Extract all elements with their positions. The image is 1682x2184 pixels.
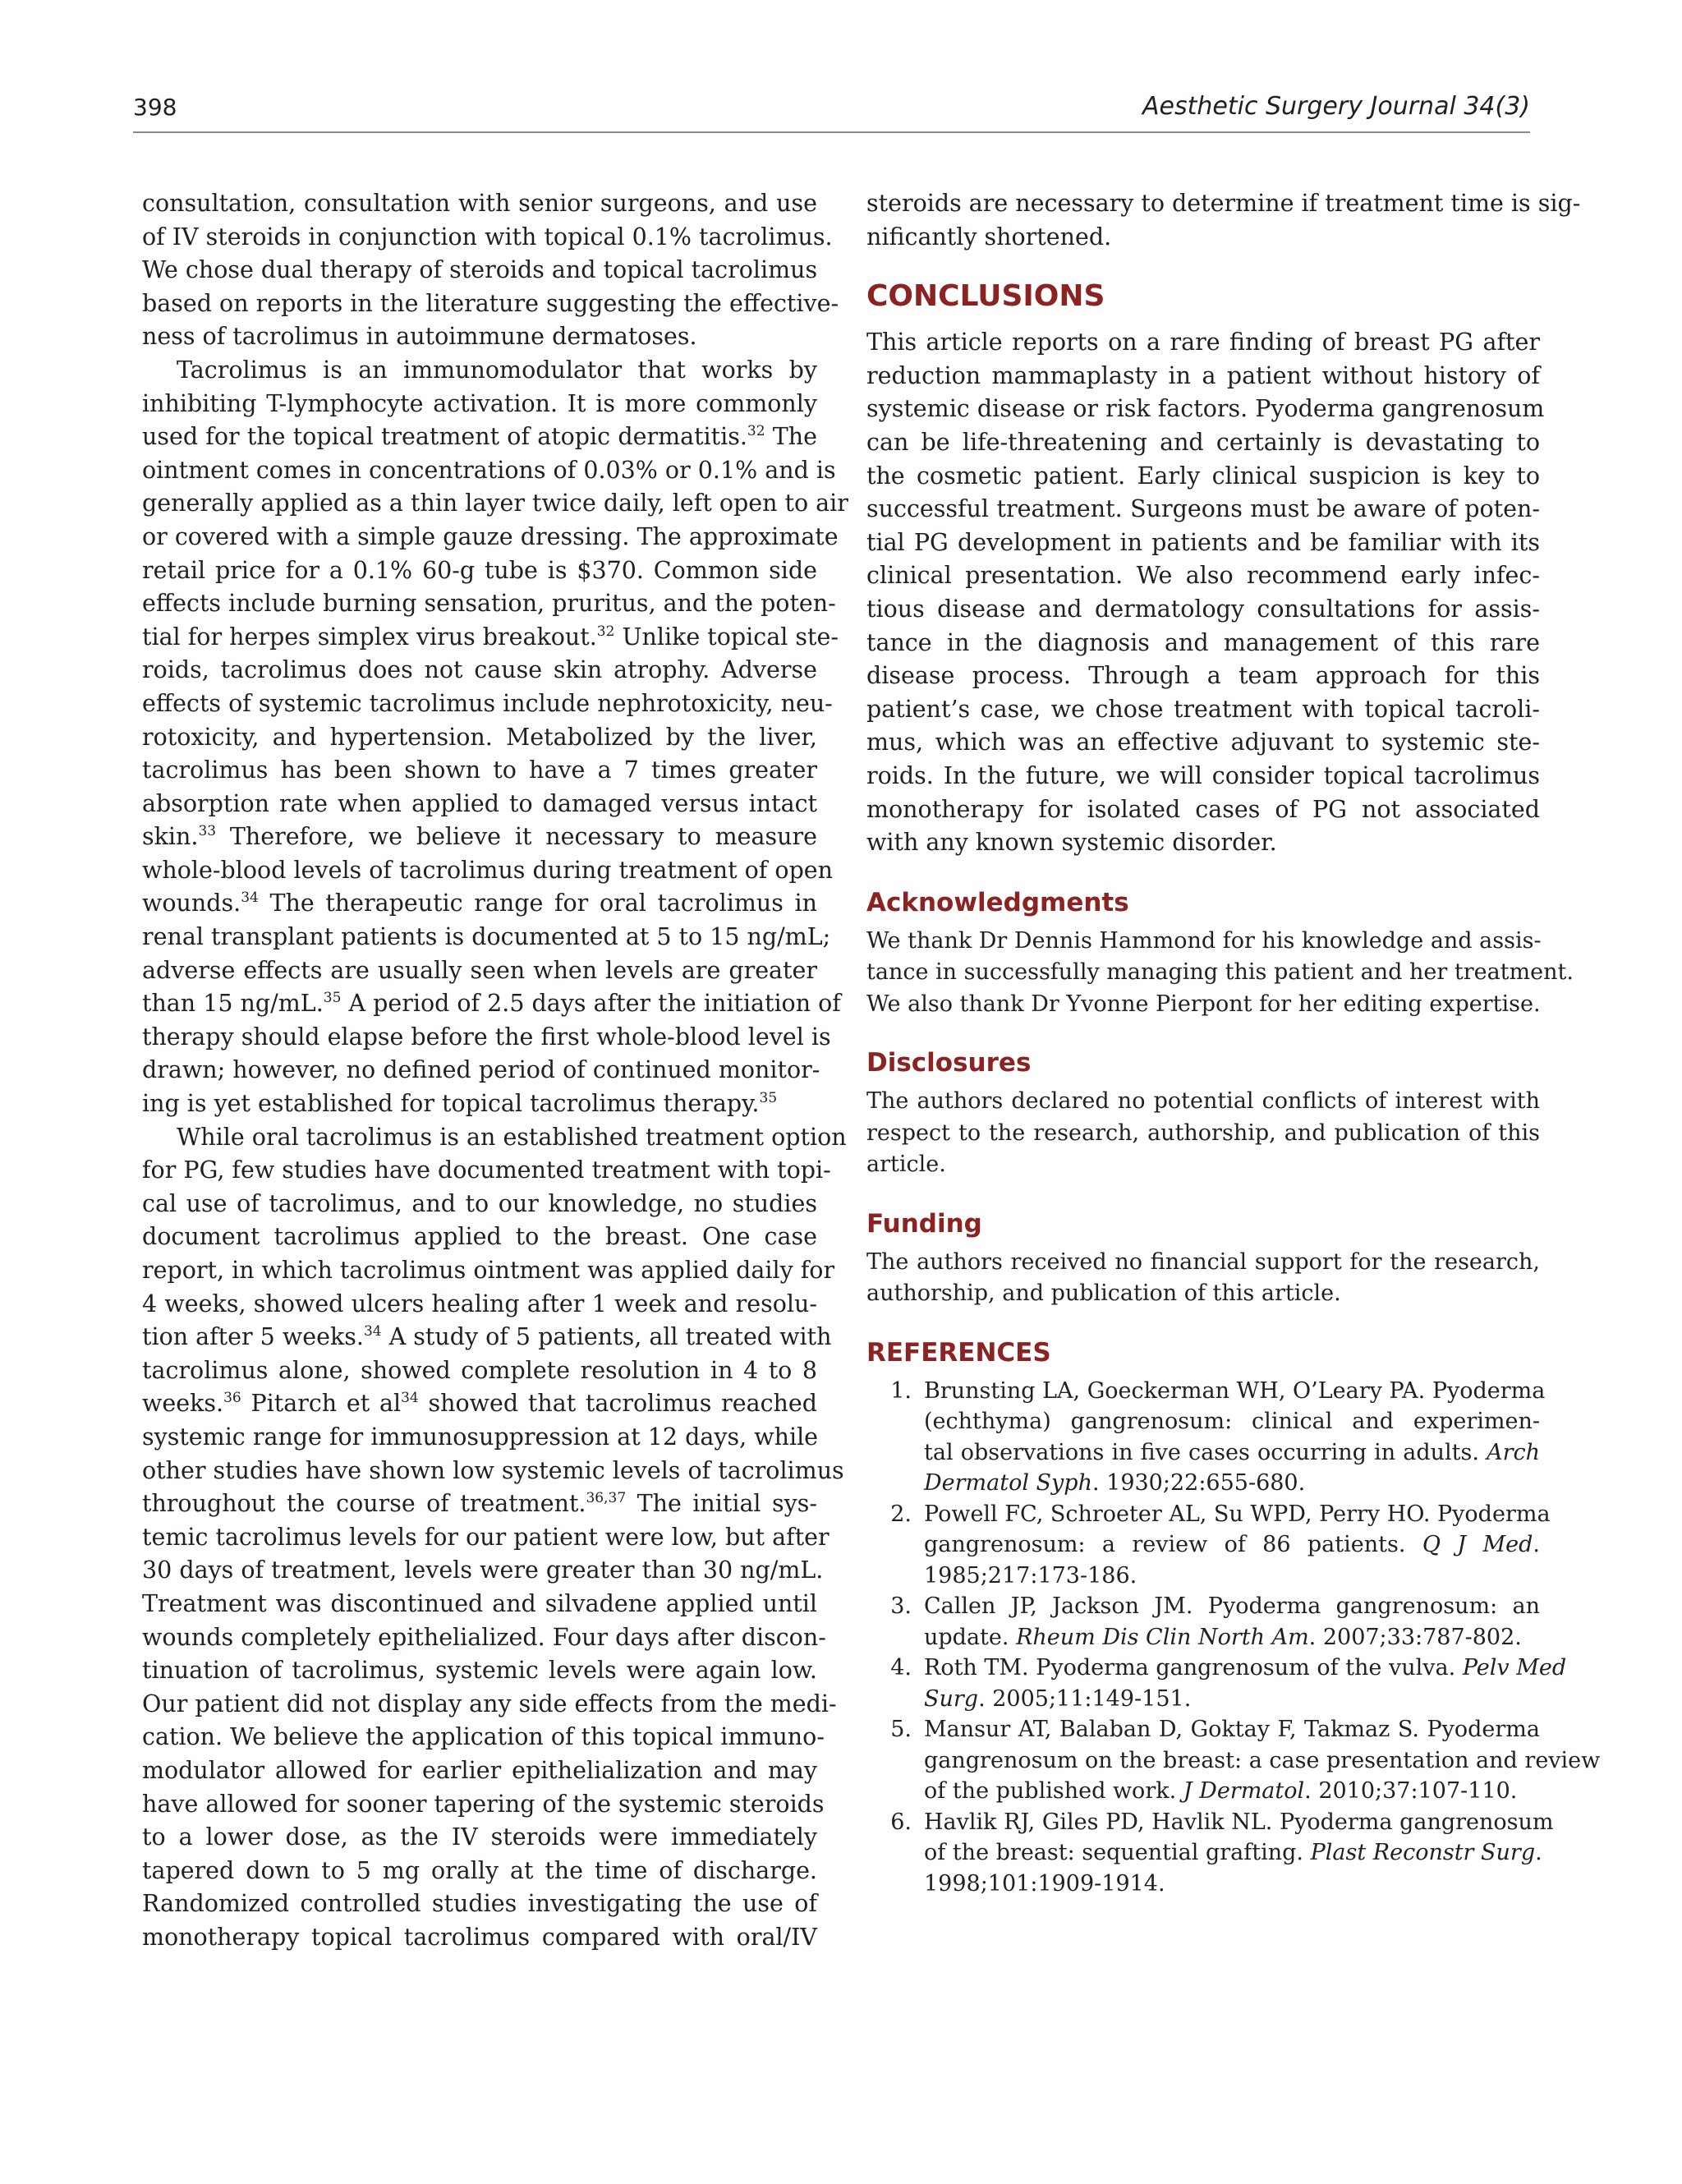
- text-line: or covered with a simple gauze dressing. The approximate: [142, 522, 839, 550]
- text-line: gangrenosum on the breast: a case presentation and review: [924, 1747, 1601, 1773]
- text-line: article.: [866, 1152, 946, 1178]
- text-line: Dermatol Syph. 1930;22:655-680.: [924, 1470, 1306, 1497]
- text-line: have allowed for sooner tapering of the systemic steroids: [142, 1790, 825, 1818]
- text-line: mus, which was an effective adjuvant to systemic ste-: [866, 729, 1540, 756]
- text-line: modulator allowed for earlier epithelialization and may: [142, 1756, 817, 1784]
- text-line: tance in the diagnosis and management of this rare: [866, 628, 1540, 656]
- text-line: Roth TM. Pyoderma gangrenosum of the vulva. Pelv Med: [924, 1655, 1567, 1681]
- text-line: tion after 5 weeks.$^{34}$ A study of 5 patients, all treated with: [142, 1323, 832, 1351]
- text-line: report, in which tacrolimus ointment was applied daily for: [142, 1257, 835, 1284]
- body-paragraph: [142, 187, 839, 354]
- text-line: Havlik RJ, Giles PD, Havlik NL. Pyoderma gangrenosum: [924, 1809, 1554, 1835]
- references-heading: REFERENCES: [866, 1337, 1051, 1368]
- citation: 33: [198, 823, 217, 840]
- text-line: retail price for a 0.1% 60-g tube is $370. Common side: [142, 556, 817, 584]
- body-paragraph: [866, 187, 1581, 254]
- text-line: Treatment was discontinued and silvadene applied until: [142, 1589, 817, 1617]
- text-line: successful treatment. Surgeons must be aware of poten-: [866, 495, 1540, 523]
- citation: 36: [223, 1390, 241, 1407]
- conclusions-heading: CONCLUSIONS: [866, 279, 1105, 314]
- citation: 32: [596, 623, 615, 640]
- text-line: tious disease and dermatology consultations for assis-: [866, 595, 1540, 623]
- reference-number: 2.: [890, 1501, 912, 1527]
- reference-item: [866, 1376, 1546, 1499]
- text-line: document tacrolimus applied to the breast. One case: [142, 1223, 817, 1251]
- text-line: consultation, consultation with senior surgeons, and use: [142, 190, 817, 217]
- page-number: 398: [133, 94, 177, 121]
- text-line: reduction mammaplasty in a patient without history of: [866, 361, 1540, 389]
- reference-number: 1.: [890, 1377, 912, 1404]
- citation: 34: [241, 890, 259, 907]
- reference-item: [866, 1807, 1554, 1900]
- reference-item: [866, 1714, 1601, 1807]
- disclosures-paragraph: [866, 1086, 1540, 1181]
- text-line: 4 weeks, showed ulcers healing after 1 week and resolu-: [142, 1290, 817, 1317]
- text-line: rotoxicity, and hypertension. Metabolized by the liver,: [142, 723, 817, 751]
- text-line: update. Rheum Dis Clin North Am. 2007;33:787-802.: [924, 1624, 1522, 1650]
- text-line: the cosmetic patient. Early clinical suspicion is key to: [866, 462, 1540, 490]
- text-line: of IV steroids in conjunction with topical 0.1% tacrolimus.: [142, 223, 833, 251]
- reference-item: [866, 1499, 1551, 1592]
- text-line: tapered down to 5 mg orally at the time of discharge.: [142, 1856, 817, 1884]
- text-line: throughout the course of treatment.$^{36,37}$ The initial sys-: [142, 1490, 817, 1518]
- text-line: 30 days of treatment, levels were greater than 30 ng/mL.: [142, 1556, 824, 1584]
- text-line: (echthyma) gangrenosum: clinical and experimen-: [924, 1409, 1540, 1435]
- funding-paragraph: [866, 1247, 1540, 1310]
- text-line: ointment comes in concentrations of 0.03% or 0.1% and is: [142, 456, 836, 484]
- text-line: steroids are necessary to determine if treatment time is sig-: [866, 190, 1581, 217]
- text-line: Callen JP, Jackson JM. Pyoderma gangrenosum: an: [924, 1593, 1540, 1620]
- text-line: tacrolimus has been shown to have a 7 times greater: [142, 756, 817, 784]
- text-line: wounds completely epithelialized. Four days after discon-: [142, 1623, 826, 1651]
- text-line: absorption rate when applied to damaged versus intact: [142, 789, 817, 817]
- text-line: of the breast: sequential grafting. Plast Reconstr Surg.: [924, 1840, 1542, 1866]
- journal-running-head: Aesthetic Surgery Journal 34(3): [1142, 92, 1530, 121]
- text-line: Mansur AT, Balaban D, Goktay F, Takmaz S. Pyoderma: [924, 1717, 1540, 1743]
- text-line: whole-blood levels of tacrolimus during treatment of open: [142, 856, 834, 884]
- funding-heading: Funding: [866, 1208, 982, 1239]
- text-line: tacrolimus alone, showed complete resolution in 4 to 8: [142, 1356, 817, 1384]
- acknowledgments-heading: Acknowledgments: [866, 887, 1129, 917]
- text-line: cation. We believe the application of this topical immuno-: [142, 1723, 825, 1751]
- text-line: tial PG development in patients and be familiar with its: [866, 528, 1540, 556]
- text-line: skin.$^{33}$ Therefore, we believe it necessary to measure: [142, 823, 817, 851]
- text-line: We thank Dr Dennis Hammond for his knowledge and assis-: [866, 927, 1542, 954]
- body-paragraph: [142, 1121, 847, 1955]
- text-line: with any known systemic disorder.: [866, 829, 1277, 857]
- reference-list: [866, 1376, 1601, 1900]
- text-line: Brunsting LA, Goeckerman WH, O’Leary PA. Pyoderma: [924, 1377, 1546, 1404]
- text-line: Our patient did not display any side effects from the medi-: [142, 1690, 837, 1717]
- text-line: monotherapy for isolated cases of PG not associated: [866, 795, 1540, 823]
- text-line: effects of systemic tacrolimus include nephrotoxicity, neu-: [142, 689, 833, 717]
- text-line: clinical presentation. We also recommend early infec-: [866, 562, 1540, 590]
- text-line: We chose dual therapy of steroids and topical tacrolimus: [142, 256, 818, 284]
- text-line: We also thank Dr Yvonne Pierpont for her editing expertise.: [866, 991, 1541, 1017]
- reference-number: 4.: [890, 1655, 912, 1681]
- text-line: for PG, few studies have documented treatment with topi-: [142, 1156, 831, 1184]
- text-line: based on reports in the literature suggesting the effective-: [142, 289, 839, 317]
- text-line: Powell FC, Schroeter AL, Su WPD, Perry HO. Pyoderma: [924, 1501, 1551, 1527]
- text-line: systemic disease or risk factors. Pyoderma gangrenosum: [866, 395, 1545, 423]
- header-rule: [133, 131, 1530, 133]
- text-line: tance in successfully managing this patient and her treatment.: [866, 959, 1574, 986]
- text-line: inhibiting T-lymphocyte activation. It is more commonly: [142, 389, 817, 417]
- text-line: The authors received no financial support for the research,: [866, 1248, 1540, 1275]
- disclosures-heading: Disclosures: [866, 1048, 1032, 1078]
- text-line: nificantly shortened.: [866, 223, 1112, 251]
- citation: 34: [363, 1323, 382, 1340]
- text-line: than 15 ng/mL.$^{35}$ A period of 2.5 days after the initiation of: [142, 990, 841, 1018]
- reference-number: 5.: [890, 1717, 912, 1743]
- citation: 35: [323, 990, 342, 1007]
- citation: 35: [759, 1090, 778, 1107]
- reference-item: [866, 1653, 1567, 1714]
- text-line: respect to the research, authorship, and publication of this: [866, 1120, 1540, 1146]
- text-line: Tacrolimus is an immunomodulator that works by: [177, 356, 817, 384]
- text-line: cal use of tacrolimus, and to our knowledge, no studies: [142, 1189, 817, 1217]
- text-line: generally applied as a thin layer twice daily, left open to air: [142, 490, 848, 517]
- conclusions-paragraph: [866, 326, 1545, 860]
- text-line: used for the topical treatment of atopic dermatitis.$^{32}$ The: [142, 423, 817, 451]
- text-line: roids, tacrolimus does not cause skin atrophy. Adverse: [142, 656, 817, 684]
- text-line: systemic range for immunosuppression at 12 days, while: [142, 1423, 819, 1451]
- text-line: temic tacrolimus levels for our patient were low, but after: [142, 1523, 830, 1551]
- text-line: effects include burning sensation, pruritus, and the poten-: [142, 590, 836, 618]
- text-line: of the published work. J Dermatol. 2010;37:107-110.: [924, 1778, 1518, 1805]
- reference-item: [866, 1591, 1540, 1653]
- text-line: drawn; however, no defined period of continued monitor-: [142, 1056, 820, 1084]
- text-line: disease process. Through a team approach for this: [866, 662, 1540, 690]
- text-line: 1985;217:173-186.: [924, 1562, 1137, 1589]
- text-line: The authors declared no potential conflicts of interest with: [866, 1088, 1540, 1115]
- left-column: [142, 187, 848, 1954]
- text-line: weeks.$^{36}$ Pitarch et $al^{34}$ showed that tacrolimus reached: [142, 1390, 818, 1418]
- text-line: monotherapy topical tacrolimus compared with oral/IV: [142, 1923, 817, 1951]
- text-line: renal transplant patients is documented at 5 to 15 ng/mL;: [142, 923, 831, 951]
- text-line: gangrenosum: a review of 86 patients. Q J Med.: [924, 1532, 1540, 1558]
- text-line: While oral tacrolimus is an established treatment option: [177, 1123, 847, 1151]
- text-line: tal observations in five cases occurring in adults. Arch: [924, 1439, 1540, 1465]
- reference-number: 6.: [890, 1809, 912, 1835]
- text-line: tinuation of tacrolimus, systemic levels were again low.: [142, 1657, 817, 1685]
- text-line: tial for herpes simplex virus breakout.$^{32}$ Unlike topical ste-: [142, 623, 839, 651]
- citation: 32: [747, 423, 765, 440]
- text-line: other studies have shown low systemic levels of tacrolimus: [142, 1456, 844, 1484]
- text-line: Surg. 2005;11:149-151.: [924, 1685, 1192, 1712]
- text-line: to a lower dose, as the IV steroids were immediately: [142, 1823, 817, 1851]
- text-line: Randomized controlled studies investigating the use of: [142, 1890, 817, 1918]
- text-line: wounds.$^{34}$ The therapeutic range for oral tacrolimus in: [142, 890, 817, 917]
- right-column: [866, 187, 1601, 1899]
- text-line: authorship, and publication of this article.: [866, 1281, 1341, 1307]
- text-line: ness of tacrolimus in autoimmune dermatoses.: [142, 323, 697, 351]
- text-line: patient’s case, we chose treatment with topical tacroli-: [866, 695, 1540, 723]
- text-line: roids. In the future, we will consider topical tacrolimus: [866, 761, 1540, 789]
- citation: 36,37: [586, 1490, 627, 1507]
- acknowledgments-paragraph: [866, 926, 1574, 1021]
- text-line: This article reports on a rare finding of breast PG after: [866, 329, 1540, 356]
- citation: 34: [401, 1390, 419, 1407]
- reference-number: 3.: [890, 1593, 912, 1620]
- text-line: adverse effects are usually seen when levels are greater: [142, 956, 817, 984]
- text-line: ing is yet established for topical tacrolimus therapy.$^{35}$: [142, 1090, 778, 1118]
- text-line: can be life-threatening and certainly is devastating to: [866, 428, 1540, 456]
- text-line: therapy should elapse before the first whole-blood level is: [142, 1023, 831, 1051]
- body-paragraph: [142, 354, 848, 1121]
- text-line: 1998;101:1909-1914.: [924, 1870, 1165, 1897]
